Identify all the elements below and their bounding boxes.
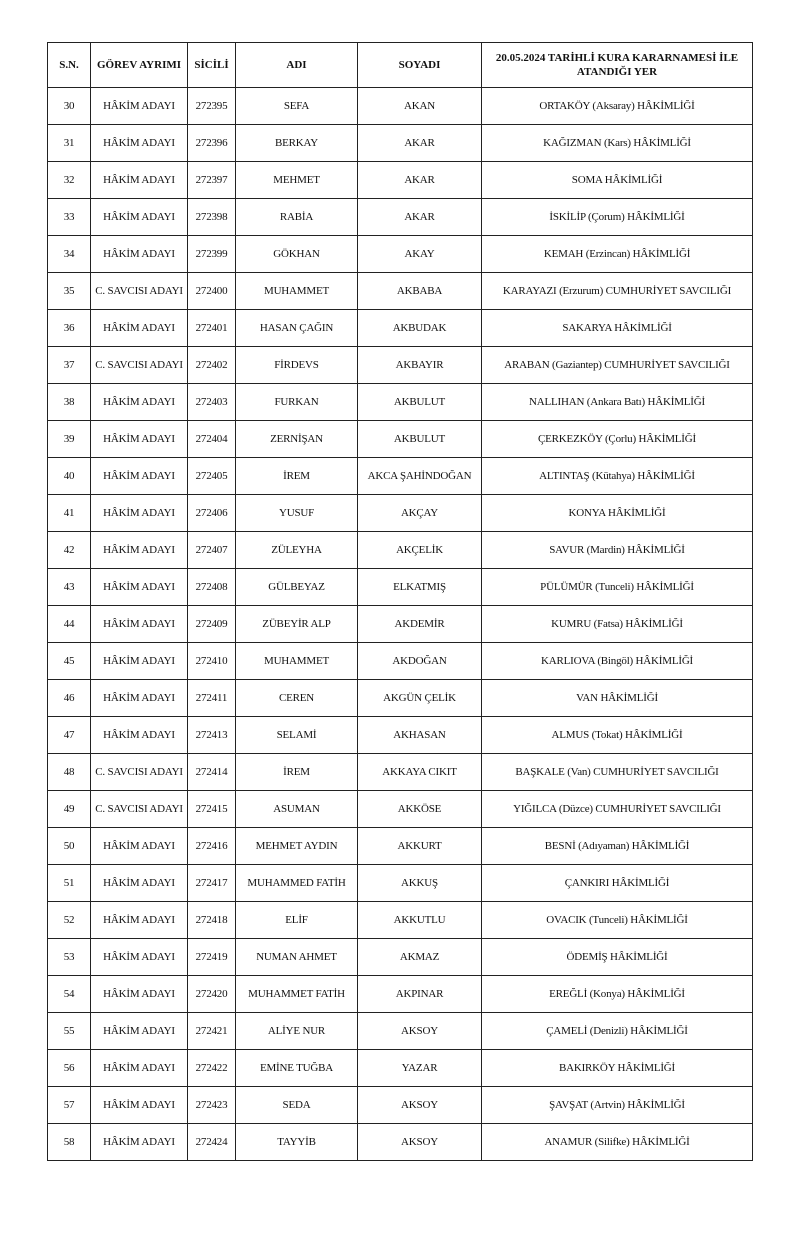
table-row bbox=[48, 125, 753, 162]
header-adi: ADI bbox=[236, 43, 358, 88]
cell-gorev: HÂKİM ADAYI bbox=[91, 606, 188, 643]
cell-yer: ANAMUR (Silifke) HÂKİMLİĞİ bbox=[482, 1124, 753, 1161]
cell-soyadi: AKAY bbox=[358, 236, 482, 273]
cell-soyadi: AKKAYA CIKIT bbox=[358, 754, 482, 791]
cell-soyadi: AKCA ŞAHİNDOĞAN bbox=[358, 458, 482, 495]
cell-sn: 49 bbox=[48, 791, 91, 828]
cell-sicil: 272422 bbox=[188, 1050, 236, 1087]
cell-sn: 40 bbox=[48, 458, 91, 495]
table-row bbox=[48, 1087, 753, 1124]
cell-yer: ÖDEMİŞ HÂKİMLİĞİ bbox=[482, 939, 753, 976]
cell-sn: 42 bbox=[48, 532, 91, 569]
cell-sn: 51 bbox=[48, 865, 91, 902]
cell-sicil: 272397 bbox=[188, 162, 236, 199]
cell-gorev: HÂKİM ADAYI bbox=[91, 199, 188, 236]
cell-adi: MEHMET bbox=[236, 162, 358, 199]
cell-adi: GÜLBEYAZ bbox=[236, 569, 358, 606]
table-row bbox=[48, 384, 753, 421]
cell-gorev: HÂKİM ADAYI bbox=[91, 236, 188, 273]
cell-sicil: 272418 bbox=[188, 902, 236, 939]
cell-adi: ZÜLEYHA bbox=[236, 532, 358, 569]
cell-gorev: HÂKİM ADAYI bbox=[91, 162, 188, 199]
cell-yer: KAĞIZMAN (Kars) HÂKİMLİĞİ bbox=[482, 125, 753, 162]
cell-gorev: HÂKİM ADAYI bbox=[91, 643, 188, 680]
header-soyadi: SOYADI bbox=[358, 43, 482, 88]
table-row bbox=[48, 976, 753, 1013]
table-row bbox=[48, 680, 753, 717]
cell-gorev: HÂKİM ADAYI bbox=[91, 1087, 188, 1124]
cell-soyadi: AKMAZ bbox=[358, 939, 482, 976]
cell-gorev: HÂKİM ADAYI bbox=[91, 902, 188, 939]
cell-yer: ALMUS (Tokat) HÂKİMLİĞİ bbox=[482, 717, 753, 754]
table-row bbox=[48, 421, 753, 458]
cell-adi: FURKAN bbox=[236, 384, 358, 421]
cell-soyadi: AKAR bbox=[358, 125, 482, 162]
cell-sicil: 272416 bbox=[188, 828, 236, 865]
cell-sn: 36 bbox=[48, 310, 91, 347]
cell-sn: 33 bbox=[48, 199, 91, 236]
table-row bbox=[48, 1013, 753, 1050]
cell-sicil: 272403 bbox=[188, 384, 236, 421]
cell-sn: 34 bbox=[48, 236, 91, 273]
cell-adi: MEHMET AYDIN bbox=[236, 828, 358, 865]
cell-sn: 41 bbox=[48, 495, 91, 532]
cell-yer: ORTAKÖY (Aksaray) HÂKİMLİĞİ bbox=[482, 88, 753, 125]
cell-sn: 31 bbox=[48, 125, 91, 162]
cell-sicil: 272398 bbox=[188, 199, 236, 236]
cell-adi: ZERNİŞAN bbox=[236, 421, 358, 458]
cell-adi: ZÜBEYİR ALP bbox=[236, 606, 358, 643]
cell-sicil: 272399 bbox=[188, 236, 236, 273]
cell-soyadi: AKBAYIR bbox=[358, 347, 482, 384]
table-row bbox=[48, 495, 753, 532]
cell-adi: ASUMAN bbox=[236, 791, 358, 828]
cell-adi: MUHAMMET bbox=[236, 273, 358, 310]
cell-adi: RABİA bbox=[236, 199, 358, 236]
cell-yer: NALLIHAN (Ankara Batı) HÂKİMLİĞİ bbox=[482, 384, 753, 421]
cell-sn: 57 bbox=[48, 1087, 91, 1124]
cell-soyadi: AKKUTLU bbox=[358, 902, 482, 939]
cell-yer: ŞAVŞAT (Artvin) HÂKİMLİĞİ bbox=[482, 1087, 753, 1124]
cell-adi: MUHAMMET bbox=[236, 643, 358, 680]
cell-sicil: 272407 bbox=[188, 532, 236, 569]
cell-yer: PÜLÜMÜR (Tunceli) HÂKİMLİĞİ bbox=[482, 569, 753, 606]
cell-sn: 46 bbox=[48, 680, 91, 717]
cell-adi: NUMAN AHMET bbox=[236, 939, 358, 976]
cell-sn: 39 bbox=[48, 421, 91, 458]
table-row bbox=[48, 1124, 753, 1161]
cell-adi: İREM bbox=[236, 754, 358, 791]
cell-gorev: C. SAVCISI ADAYI bbox=[91, 347, 188, 384]
cell-sicil: 272423 bbox=[188, 1087, 236, 1124]
table-row bbox=[48, 199, 753, 236]
cell-sn: 58 bbox=[48, 1124, 91, 1161]
cell-yer: KEMAH (Erzincan) HÂKİMLİĞİ bbox=[482, 236, 753, 273]
cell-yer: SOMA HÂKİMLİĞİ bbox=[482, 162, 753, 199]
table-row bbox=[48, 273, 753, 310]
cell-soyadi: AKSOY bbox=[358, 1013, 482, 1050]
cell-sn: 45 bbox=[48, 643, 91, 680]
cell-soyadi: AKPINAR bbox=[358, 976, 482, 1013]
cell-gorev: HÂKİM ADAYI bbox=[91, 421, 188, 458]
cell-sn: 38 bbox=[48, 384, 91, 421]
cell-soyadi: AKKÖSE bbox=[358, 791, 482, 828]
table-row bbox=[48, 458, 753, 495]
cell-gorev: HÂKİM ADAYI bbox=[91, 125, 188, 162]
cell-yer: ARABAN (Gaziantep) CUMHURİYET SAVCILIĞI bbox=[482, 347, 753, 384]
cell-sicil: 272402 bbox=[188, 347, 236, 384]
cell-sn: 37 bbox=[48, 347, 91, 384]
cell-soyadi: AKKURT bbox=[358, 828, 482, 865]
cell-sicil: 272396 bbox=[188, 125, 236, 162]
cell-gorev: HÂKİM ADAYI bbox=[91, 532, 188, 569]
cell-adi: YUSUF bbox=[236, 495, 358, 532]
cell-sn: 56 bbox=[48, 1050, 91, 1087]
cell-soyadi: AKAR bbox=[358, 162, 482, 199]
cell-soyadi: AKÇELİK bbox=[358, 532, 482, 569]
cell-yer: İSKİLİP (Çorum) HÂKİMLİĞİ bbox=[482, 199, 753, 236]
cell-yer: ALTINTAŞ (Kütahya) HÂKİMLİĞİ bbox=[482, 458, 753, 495]
cell-sicil: 272415 bbox=[188, 791, 236, 828]
cell-gorev: HÂKİM ADAYI bbox=[91, 717, 188, 754]
cell-yer: KARAYAZI (Erzurum) CUMHURİYET SAVCILIĞI bbox=[482, 273, 753, 310]
cell-yer: YIĞILCA (Düzce) CUMHURİYET SAVCILIĞI bbox=[482, 791, 753, 828]
cell-gorev: HÂKİM ADAYI bbox=[91, 828, 188, 865]
table-row bbox=[48, 606, 753, 643]
cell-sicil: 272401 bbox=[188, 310, 236, 347]
cell-soyadi: AKBUDAK bbox=[358, 310, 482, 347]
header-sicil: SİCİLİ bbox=[188, 43, 236, 88]
cell-adi: BERKAY bbox=[236, 125, 358, 162]
cell-sicil: 272419 bbox=[188, 939, 236, 976]
cell-soyadi: AKÇAY bbox=[358, 495, 482, 532]
table-row bbox=[48, 532, 753, 569]
table-row bbox=[48, 162, 753, 199]
cell-soyadi: AKAR bbox=[358, 199, 482, 236]
table-body bbox=[48, 88, 753, 1161]
table-row bbox=[48, 347, 753, 384]
cell-gorev: HÂKİM ADAYI bbox=[91, 569, 188, 606]
cell-yer: ÇAMELİ (Denizli) HÂKİMLİĞİ bbox=[482, 1013, 753, 1050]
cell-sicil: 272409 bbox=[188, 606, 236, 643]
table-row bbox=[48, 88, 753, 125]
header-gorev: GÖREV AYRIMI bbox=[91, 43, 188, 88]
cell-gorev: HÂKİM ADAYI bbox=[91, 1013, 188, 1050]
cell-soyadi: AKGÜN ÇELİK bbox=[358, 680, 482, 717]
cell-adi: SEFA bbox=[236, 88, 358, 125]
table-row bbox=[48, 1050, 753, 1087]
cell-yer: SAKARYA HÂKİMLİĞİ bbox=[482, 310, 753, 347]
cell-sicil: 272400 bbox=[188, 273, 236, 310]
cell-gorev: HÂKİM ADAYI bbox=[91, 976, 188, 1013]
cell-sn: 55 bbox=[48, 1013, 91, 1050]
cell-gorev: C. SAVCISI ADAYI bbox=[91, 754, 188, 791]
cell-soyadi: YAZAR bbox=[358, 1050, 482, 1087]
cell-adi: GÖKHAN bbox=[236, 236, 358, 273]
cell-sn: 47 bbox=[48, 717, 91, 754]
cell-soyadi: AKAN bbox=[358, 88, 482, 125]
table-row bbox=[48, 643, 753, 680]
cell-gorev: HÂKİM ADAYI bbox=[91, 939, 188, 976]
cell-sn: 44 bbox=[48, 606, 91, 643]
cell-soyadi: AKHASAN bbox=[358, 717, 482, 754]
cell-sicil: 272404 bbox=[188, 421, 236, 458]
cell-yer: SAVUR (Mardin) HÂKİMLİĞİ bbox=[482, 532, 753, 569]
table-row bbox=[48, 569, 753, 606]
cell-sn: 54 bbox=[48, 976, 91, 1013]
cell-adi: SEDA bbox=[236, 1087, 358, 1124]
cell-adi: HASAN ÇAĞIN bbox=[236, 310, 358, 347]
cell-sicil: 272395 bbox=[188, 88, 236, 125]
cell-sicil: 272408 bbox=[188, 569, 236, 606]
cell-sn: 50 bbox=[48, 828, 91, 865]
table-row bbox=[48, 828, 753, 865]
cell-sn: 30 bbox=[48, 88, 91, 125]
cell-sn: 53 bbox=[48, 939, 91, 976]
cell-adi: MUHAMMET FATİH bbox=[236, 976, 358, 1013]
cell-sicil: 272411 bbox=[188, 680, 236, 717]
cell-yer: BAŞKALE (Van) CUMHURİYET SAVCILIĞI bbox=[482, 754, 753, 791]
cell-soyadi: ELKATMIŞ bbox=[358, 569, 482, 606]
cell-sicil: 272417 bbox=[188, 865, 236, 902]
cell-soyadi: AKSOY bbox=[358, 1087, 482, 1124]
cell-sicil: 272414 bbox=[188, 754, 236, 791]
assignment-table bbox=[47, 42, 753, 1161]
cell-adi: SELAMİ bbox=[236, 717, 358, 754]
cell-sn: 52 bbox=[48, 902, 91, 939]
table-row bbox=[48, 717, 753, 754]
header-yer: 20.05.2024 TARİHLİ KURA KARARNAMESİ İLE ATANDIĞI YER bbox=[482, 43, 753, 88]
cell-adi: CEREN bbox=[236, 680, 358, 717]
cell-yer: KONYA HÂKİMLİĞİ bbox=[482, 495, 753, 532]
cell-sicil: 272420 bbox=[188, 976, 236, 1013]
cell-adi: ELİF bbox=[236, 902, 358, 939]
cell-gorev: HÂKİM ADAYI bbox=[91, 1050, 188, 1087]
cell-soyadi: AKSOY bbox=[358, 1124, 482, 1161]
cell-sn: 35 bbox=[48, 273, 91, 310]
cell-gorev: HÂKİM ADAYI bbox=[91, 1124, 188, 1161]
cell-adi: İREM bbox=[236, 458, 358, 495]
cell-soyadi: AKKUŞ bbox=[358, 865, 482, 902]
cell-sicil: 272406 bbox=[188, 495, 236, 532]
cell-adi: FİRDEVS bbox=[236, 347, 358, 384]
cell-yer: EREĞLİ (Konya) HÂKİMLİĞİ bbox=[482, 976, 753, 1013]
cell-sicil: 272410 bbox=[188, 643, 236, 680]
cell-yer: BESNİ (Adıyaman) HÂKİMLİĞİ bbox=[482, 828, 753, 865]
header-row bbox=[48, 43, 753, 88]
cell-sn: 48 bbox=[48, 754, 91, 791]
cell-gorev: HÂKİM ADAYI bbox=[91, 495, 188, 532]
cell-gorev: HÂKİM ADAYI bbox=[91, 865, 188, 902]
cell-adi: EMİNE TUĞBA bbox=[236, 1050, 358, 1087]
cell-gorev: C. SAVCISI ADAYI bbox=[91, 273, 188, 310]
cell-gorev: C. SAVCISI ADAYI bbox=[91, 791, 188, 828]
cell-gorev: HÂKİM ADAYI bbox=[91, 680, 188, 717]
cell-yer: ÇANKIRI HÂKİMLİĞİ bbox=[482, 865, 753, 902]
table-row bbox=[48, 310, 753, 347]
cell-soyadi: AKBULUT bbox=[358, 384, 482, 421]
cell-sicil: 272413 bbox=[188, 717, 236, 754]
cell-gorev: HÂKİM ADAYI bbox=[91, 88, 188, 125]
cell-soyadi: AKBULUT bbox=[358, 421, 482, 458]
cell-gorev: HÂKİM ADAYI bbox=[91, 384, 188, 421]
cell-sicil: 272405 bbox=[188, 458, 236, 495]
cell-soyadi: AKDEMİR bbox=[358, 606, 482, 643]
cell-adi: TAYYİB bbox=[236, 1124, 358, 1161]
table-row bbox=[48, 754, 753, 791]
cell-sn: 43 bbox=[48, 569, 91, 606]
cell-adi: MUHAMMED FATİH bbox=[236, 865, 358, 902]
cell-yer: BAKIRKÖY HÂKİMLİĞİ bbox=[482, 1050, 753, 1087]
table-header bbox=[48, 43, 753, 88]
cell-yer: KARLIOVA (Bingöl) HÂKİMLİĞİ bbox=[482, 643, 753, 680]
cell-sicil: 272424 bbox=[188, 1124, 236, 1161]
cell-soyadi: AKDOĞAN bbox=[358, 643, 482, 680]
table-row bbox=[48, 902, 753, 939]
table-row bbox=[48, 939, 753, 976]
table-row bbox=[48, 791, 753, 828]
cell-gorev: HÂKİM ADAYI bbox=[91, 310, 188, 347]
cell-yer: OVACIK (Tunceli) HÂKİMLİĞİ bbox=[482, 902, 753, 939]
header-sn: S.N. bbox=[48, 43, 91, 88]
cell-yer: VAN HÂKİMLİĞİ bbox=[482, 680, 753, 717]
cell-sicil: 272421 bbox=[188, 1013, 236, 1050]
cell-adi: ALİYE NUR bbox=[236, 1013, 358, 1050]
cell-yer: KUMRU (Fatsa) HÂKİMLİĞİ bbox=[482, 606, 753, 643]
table-row bbox=[48, 865, 753, 902]
cell-gorev: HÂKİM ADAYI bbox=[91, 458, 188, 495]
table-row bbox=[48, 236, 753, 273]
cell-yer: ÇERKEZKÖY (Çorlu) HÂKİMLİĞİ bbox=[482, 421, 753, 458]
cell-sn: 32 bbox=[48, 162, 91, 199]
cell-soyadi: AKBABA bbox=[358, 273, 482, 310]
